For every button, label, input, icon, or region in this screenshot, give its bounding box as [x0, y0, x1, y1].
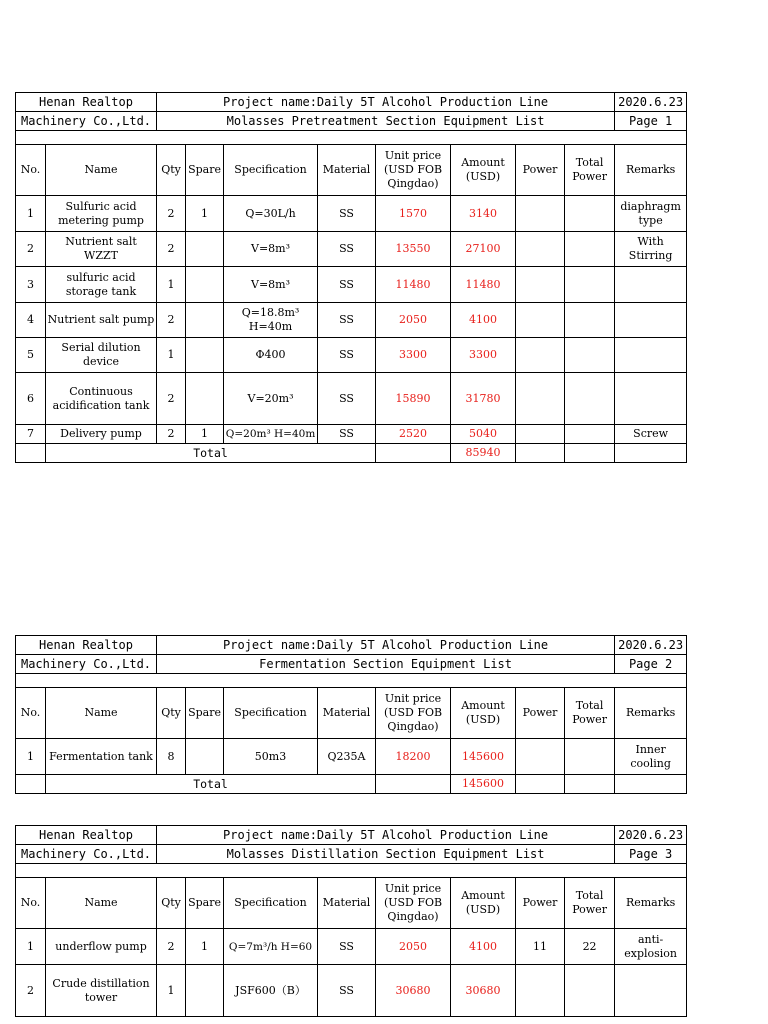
cell-specification: V=8m³ — [224, 232, 318, 267]
cell-remarks — [615, 965, 687, 1017]
cell-specification: Φ400 — [224, 338, 318, 373]
cell-qty: 2 — [157, 425, 186, 444]
col-no: No. — [16, 688, 46, 739]
cell-spare — [186, 965, 224, 1017]
cell-material: SS — [318, 373, 376, 425]
cell-qty: 2 — [157, 929, 186, 965]
company-name: Henan Realtop — [16, 636, 157, 655]
cell-material: SS — [318, 196, 376, 232]
cell-specification: Q=20m³ H=40m — [224, 425, 318, 444]
cell-material: SS — [318, 338, 376, 373]
date: 2020.6.23 — [615, 826, 687, 845]
cell-amount: 3300 — [451, 338, 516, 373]
cell-spare — [186, 338, 224, 373]
section-title: Molasses Pretreatment Section Equipment List — [157, 112, 615, 131]
cell-power: 11 — [516, 929, 565, 965]
cell-no: 1 — [16, 929, 46, 965]
cell-name: Delivery pump — [46, 425, 157, 444]
cell-remarks — [615, 373, 687, 425]
cell-spare — [186, 739, 224, 775]
cell-material: SS — [318, 929, 376, 965]
column-header-row — [16, 688, 687, 739]
total-amount: 145600 — [451, 775, 516, 794]
table-row — [16, 338, 687, 373]
cell-name: Nutrient salt WZZT — [46, 232, 157, 267]
cell-total-power — [565, 232, 615, 267]
col-name: Name — [46, 145, 157, 196]
cell-amount: 31780 — [451, 373, 516, 425]
cell-power — [516, 232, 565, 267]
cell-power — [516, 965, 565, 1017]
cell-no: 4 — [16, 303, 46, 338]
cell-material: SS — [318, 232, 376, 267]
cell-unit-price: 15890 — [376, 373, 451, 425]
cell-amount: 3140 — [451, 196, 516, 232]
cell-unit-price: 13550 — [376, 232, 451, 267]
cell-unit-price: 2050 — [376, 929, 451, 965]
col-power: Power — [516, 878, 565, 929]
equipment-list-sheet-2 — [15, 635, 687, 794]
cell-no: 7 — [16, 425, 46, 444]
total-row — [16, 775, 687, 794]
cell-power — [516, 425, 565, 444]
company-name-line2: Machinery Co.,Ltd. — [16, 655, 157, 674]
col-qty: Qty — [157, 145, 186, 196]
cell-specification: V=8m³ — [224, 267, 318, 303]
col-specification: Specification — [224, 688, 318, 739]
col-amount: Amount (USD) — [451, 145, 516, 196]
table-row — [16, 739, 687, 775]
table-row — [16, 232, 687, 267]
col-spare: Spare — [186, 145, 224, 196]
col-name: Name — [46, 878, 157, 929]
cell-unit-price: 30680 — [376, 965, 451, 1017]
cell-power — [516, 739, 565, 775]
col-material: Material — [318, 145, 376, 196]
cell-qty: 8 — [157, 739, 186, 775]
equipment-list-sheet-1 — [15, 92, 687, 463]
cell-specification: 50m3 — [224, 739, 318, 775]
cell-unit-price: 1570 — [376, 196, 451, 232]
table-row — [16, 196, 687, 232]
cell-unit-price: 2050 — [376, 303, 451, 338]
table-row — [16, 425, 687, 444]
cell-name: Nutrient salt pump — [46, 303, 157, 338]
cell-remarks: With Stirring — [615, 232, 687, 267]
cell-remarks — [615, 303, 687, 338]
cell-remarks — [615, 338, 687, 373]
cell-total-power — [565, 338, 615, 373]
cell-specification: Q=30L/h — [224, 196, 318, 232]
cell-no: 1 — [16, 739, 46, 775]
table-row — [16, 373, 687, 425]
cell-material: SS — [318, 425, 376, 444]
cell-power — [516, 373, 565, 425]
cell-power — [516, 267, 565, 303]
cell-total-power — [565, 196, 615, 232]
project-name: Project name:Daily 5T Alcohol Production Line — [157, 636, 615, 655]
date: 2020.6.23 — [615, 93, 687, 112]
cell-qty: 1 — [157, 338, 186, 373]
cell-total-power: 22 — [565, 929, 615, 965]
col-amount: Amount (USD) — [451, 878, 516, 929]
col-no: No. — [16, 145, 46, 196]
cell-no: 1 — [16, 196, 46, 232]
col-no: No. — [16, 878, 46, 929]
cell-amount: 4100 — [451, 929, 516, 965]
cell-name: Crude distillation tower — [46, 965, 157, 1017]
cell-spare: 1 — [186, 929, 224, 965]
col-material: Material — [318, 688, 376, 739]
total-row — [16, 444, 687, 463]
col-amount: Amount (USD) — [451, 688, 516, 739]
company-name: Henan Realtop — [16, 826, 157, 845]
col-unit-price: Unit price (USD FOB Qingdao) — [376, 688, 451, 739]
page-number: Page 2 — [615, 655, 687, 674]
col-total-power: Total Power — [565, 688, 615, 739]
cell-amount: 145600 — [451, 739, 516, 775]
page-number: Page 1 — [615, 112, 687, 131]
cell-name: Sulfuric acid metering pump — [46, 196, 157, 232]
section-title: Molasses Distillation Section Equipment List — [157, 845, 615, 864]
cell-power — [516, 196, 565, 232]
col-unit-price: Unit price (USD FOB Qingdao) — [376, 145, 451, 196]
total-label: Total — [46, 775, 376, 794]
cell-qty: 1 — [157, 267, 186, 303]
cell-qty: 2 — [157, 303, 186, 338]
cell-name: Continuous acidification tank — [46, 373, 157, 425]
col-spare: Spare — [186, 878, 224, 929]
cell-total-power — [565, 303, 615, 338]
cell-total-power — [565, 965, 615, 1017]
cell-amount: 5040 — [451, 425, 516, 444]
cell-amount: 4100 — [451, 303, 516, 338]
col-material: Material — [318, 878, 376, 929]
cell-spare — [186, 267, 224, 303]
cell-unit-price: 3300 — [376, 338, 451, 373]
table-row — [16, 929, 687, 965]
col-specification: Specification — [224, 145, 318, 196]
cell-no: 2 — [16, 965, 46, 1017]
column-header-row — [16, 145, 687, 196]
cell-spare — [186, 232, 224, 267]
col-remarks: Remarks — [615, 145, 687, 196]
cell-power — [516, 303, 565, 338]
col-power: Power — [516, 145, 565, 196]
company-name-line2: Machinery Co.,Ltd. — [16, 112, 157, 131]
cell-material: Q235A — [318, 739, 376, 775]
cell-spare — [186, 373, 224, 425]
cell-name: underflow pump — [46, 929, 157, 965]
cell-spare — [186, 303, 224, 338]
cell-unit-price: 11480 — [376, 267, 451, 303]
col-unit-price: Unit price (USD FOB Qingdao) — [376, 878, 451, 929]
cell-specification: Q=7m³/h H=60 — [224, 929, 318, 965]
col-qty: Qty — [157, 688, 186, 739]
cell-qty: 1 — [157, 965, 186, 1017]
project-name: Project name:Daily 5T Alcohol Production Line — [157, 826, 615, 845]
cell-total-power — [565, 425, 615, 444]
cell-no: 5 — [16, 338, 46, 373]
col-total-power: Total Power — [565, 145, 615, 196]
table-row — [16, 267, 687, 303]
col-total-power: Total Power — [565, 878, 615, 929]
cell-name: sulfuric acid storage tank — [46, 267, 157, 303]
cell-unit-price: 18200 — [376, 739, 451, 775]
col-remarks: Remarks — [615, 878, 687, 929]
cell-specification: V=20m³ — [224, 373, 318, 425]
cell-remarks — [615, 267, 687, 303]
cell-name: Fermentation tank — [46, 739, 157, 775]
date: 2020.6.23 — [615, 636, 687, 655]
cell-total-power — [565, 739, 615, 775]
cell-total-power — [565, 267, 615, 303]
cell-amount: 27100 — [451, 232, 516, 267]
cell-material: SS — [318, 267, 376, 303]
page-number: Page 3 — [615, 845, 687, 864]
cell-no: 2 — [16, 232, 46, 267]
spacer-row — [16, 864, 687, 878]
cell-remarks: Screw — [615, 425, 687, 444]
cell-remarks: anti-explosion — [615, 929, 687, 965]
cell-no: 3 — [16, 267, 46, 303]
company-name: Henan Realtop — [16, 93, 157, 112]
col-qty: Qty — [157, 878, 186, 929]
cell-total-power — [565, 373, 615, 425]
cell-unit-price: 2520 — [376, 425, 451, 444]
col-name: Name — [46, 688, 157, 739]
total-label: Total — [46, 444, 376, 463]
table-row — [16, 965, 687, 1017]
cell-remarks: Inner cooling — [615, 739, 687, 775]
cell-name: Serial dilution device — [46, 338, 157, 373]
project-name: Project name:Daily 5T Alcohol Production Line — [157, 93, 615, 112]
cell-material: SS — [318, 303, 376, 338]
cell-qty: 2 — [157, 373, 186, 425]
column-header-row — [16, 878, 687, 929]
cell-specification: JSF600（B） — [224, 965, 318, 1017]
cell-spare: 1 — [186, 425, 224, 444]
cell-remarks: diaphragm type — [615, 196, 687, 232]
cell-power — [516, 338, 565, 373]
cell-amount: 30680 — [451, 965, 516, 1017]
spacer-row — [16, 674, 687, 688]
cell-material: SS — [318, 965, 376, 1017]
total-amount: 85940 — [451, 444, 516, 463]
col-spare: Spare — [186, 688, 224, 739]
table-row — [16, 303, 687, 338]
company-name-line2: Machinery Co.,Ltd. — [16, 845, 157, 864]
cell-spare: 1 — [186, 196, 224, 232]
equipment-list-sheet-3 — [15, 825, 687, 1017]
spacer-row — [16, 131, 687, 145]
cell-no: 6 — [16, 373, 46, 425]
section-title: Fermentation Section Equipment List — [157, 655, 615, 674]
col-remarks: Remarks — [615, 688, 687, 739]
cell-qty: 2 — [157, 232, 186, 267]
col-specification: Specification — [224, 878, 318, 929]
col-power: Power — [516, 688, 565, 739]
cell-amount: 11480 — [451, 267, 516, 303]
cell-specification: Q=18.8m³ H=40m — [224, 303, 318, 338]
cell-qty: 2 — [157, 196, 186, 232]
